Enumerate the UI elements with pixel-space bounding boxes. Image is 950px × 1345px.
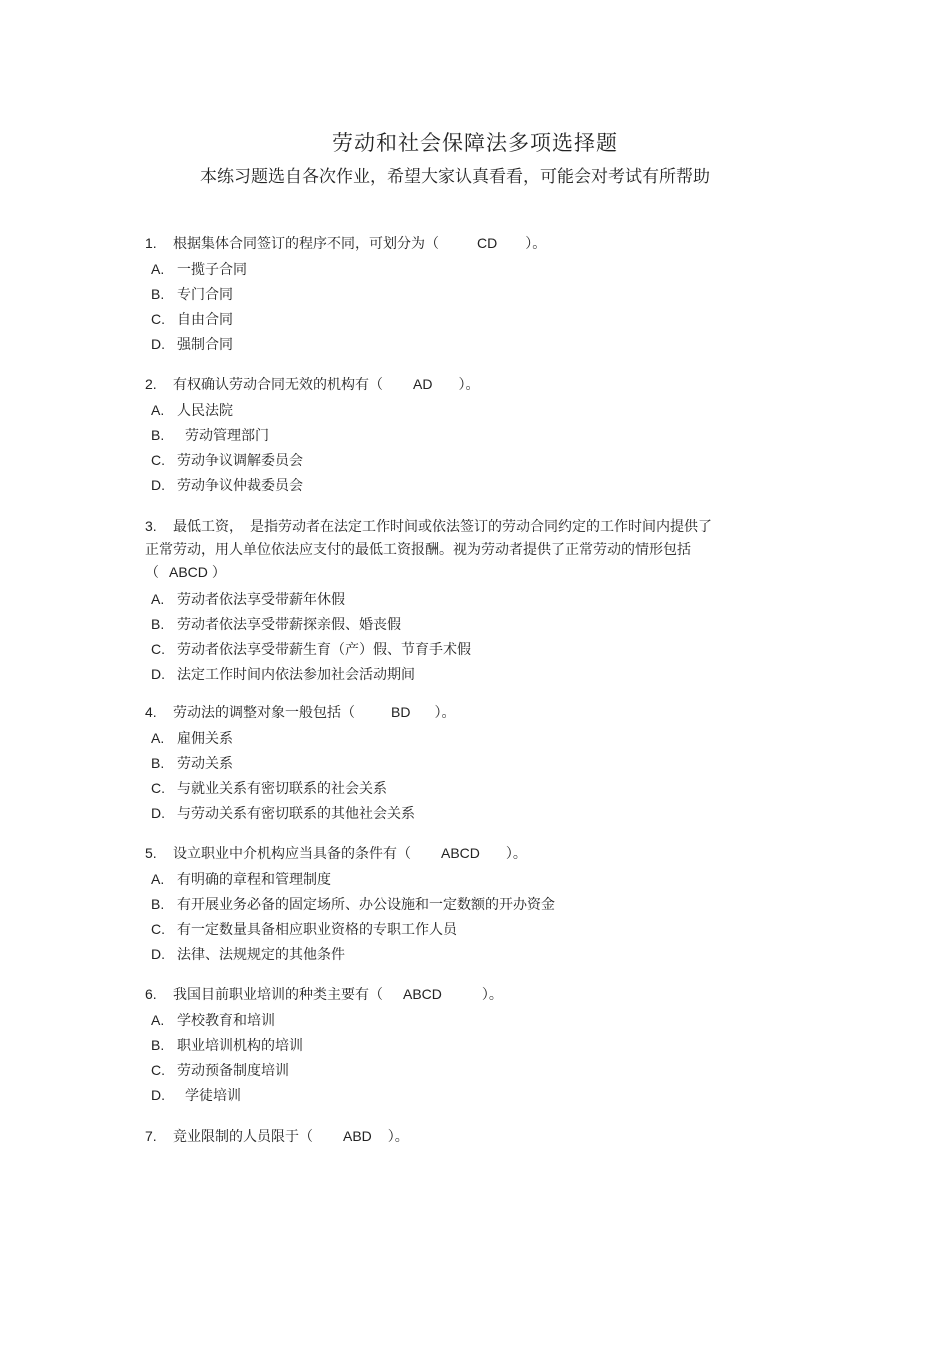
option-letter: D. bbox=[151, 805, 165, 821]
answer-key: ABD bbox=[343, 1128, 372, 1144]
option-text: 强制合同 bbox=[177, 337, 233, 353]
question-number: 5. bbox=[145, 845, 157, 861]
option-letter: A. bbox=[151, 1012, 165, 1028]
question-close: ）。 bbox=[387, 1129, 409, 1145]
question-3 bbox=[145, 514, 755, 687]
option-letter: C. bbox=[151, 452, 165, 468]
page-title: 劳动和社会保障法多项选择题 bbox=[332, 131, 618, 155]
option-letter: A. bbox=[151, 730, 165, 746]
answer-key: CD bbox=[477, 235, 498, 251]
option-b bbox=[145, 892, 755, 917]
option-c bbox=[145, 776, 755, 801]
option-d bbox=[145, 1083, 755, 1108]
option-c bbox=[145, 448, 755, 473]
option-letter: C. bbox=[151, 921, 165, 937]
option-text: 与就业关系有密切联系的社会关系 bbox=[177, 781, 387, 797]
question-text: 竞业限制的人员限于（ bbox=[173, 1129, 313, 1145]
option-text: 劳动者依法享受带薪生育（产）假、节育手术假 bbox=[177, 642, 471, 658]
option-text: 劳动争议仲裁委员会 bbox=[177, 478, 303, 494]
question-close: ） bbox=[211, 565, 226, 581]
answer-key: ABCD bbox=[441, 845, 480, 861]
option-text: 人民法院 bbox=[177, 403, 233, 419]
option-letter: C. bbox=[151, 780, 165, 796]
option-text: 专门合同 bbox=[177, 287, 233, 303]
answer-key: BD bbox=[391, 704, 411, 720]
option-b bbox=[145, 612, 755, 637]
option-letter: B. bbox=[151, 616, 165, 632]
question-number: 7. bbox=[145, 1128, 157, 1144]
option-letter: B. bbox=[151, 427, 165, 443]
option-text: 劳动预备制度培训 bbox=[177, 1063, 289, 1079]
question-number: 6. bbox=[145, 986, 157, 1002]
option-text: 有开展业务必备的固定场所、办公设施和一定数额的开办资金 bbox=[177, 897, 555, 913]
option-text: 劳动者依法享受带薪年休假 bbox=[177, 592, 345, 608]
question-stem bbox=[145, 701, 755, 724]
question-4 bbox=[145, 701, 755, 826]
option-letter: B. bbox=[151, 896, 165, 912]
question-close: ）。 bbox=[505, 846, 527, 862]
question-number: 2. bbox=[145, 376, 157, 392]
option-text: 与劳动关系有密切联系的其他社会关系 bbox=[177, 806, 415, 822]
option-text: 一揽子合同 bbox=[177, 262, 247, 278]
option-letter: C. bbox=[151, 1062, 165, 1078]
option-a bbox=[145, 257, 755, 282]
question-stem-line-1 bbox=[145, 514, 755, 539]
option-d bbox=[145, 942, 755, 967]
option-text: 法定工作时间内依法参加社会活动期间 bbox=[177, 667, 415, 683]
option-a bbox=[145, 867, 755, 892]
option-b bbox=[145, 423, 755, 448]
question-6 bbox=[145, 983, 755, 1108]
option-text: 劳动者依法享受带薪探亲假、婚丧假 bbox=[177, 617, 401, 633]
option-a bbox=[145, 398, 755, 423]
question-text: 有权确认劳动合同无效的机构有（ bbox=[173, 377, 383, 393]
option-a bbox=[145, 726, 755, 751]
option-text: 法律、法规规定的其他条件 bbox=[177, 947, 345, 963]
option-c bbox=[145, 917, 755, 942]
option-letter: D. bbox=[151, 946, 165, 962]
question-number: 4. bbox=[145, 704, 157, 720]
option-text: 劳动关系 bbox=[177, 756, 233, 772]
option-letter: A. bbox=[151, 402, 165, 418]
question-text: 我国目前职业培训的种类主要有（ bbox=[173, 987, 383, 1003]
question-close: ）。 bbox=[481, 987, 503, 1003]
option-d bbox=[145, 801, 755, 826]
option-letter: C. bbox=[151, 311, 165, 327]
option-letter: D. bbox=[151, 477, 165, 493]
option-b bbox=[145, 751, 755, 776]
question-close: ）。 bbox=[458, 377, 480, 393]
option-letter: A. bbox=[151, 871, 165, 887]
question-1 bbox=[145, 232, 755, 357]
page-subtitle: 本练习题选自各次作业，希望大家认真看看，可能会对考试有所帮助 bbox=[200, 167, 710, 187]
option-c bbox=[145, 1058, 755, 1083]
question-number: 3. bbox=[145, 518, 157, 534]
question-text: 劳动法的调整对象一般包括（ bbox=[173, 705, 355, 721]
option-text: 有明确的章程和管理制度 bbox=[177, 872, 331, 888]
option-a bbox=[145, 587, 755, 612]
option-a bbox=[145, 1008, 755, 1033]
option-letter: C. bbox=[151, 641, 165, 657]
question-close: ）。 bbox=[434, 705, 456, 721]
option-text: 劳动管理部门 bbox=[185, 428, 269, 444]
option-d bbox=[145, 473, 755, 498]
option-text: 雇佣关系 bbox=[177, 731, 233, 747]
question-2 bbox=[145, 373, 755, 498]
option-d bbox=[145, 332, 755, 357]
option-text: 自由合同 bbox=[177, 312, 233, 328]
question-text: 最低工资， 是指劳动者在法定工作时间或依法签订的劳动合同约定的工作时间内提供了 bbox=[173, 519, 712, 535]
question-stem bbox=[145, 842, 755, 865]
question-stem bbox=[145, 983, 755, 1006]
option-text: 有一定数量具备相应职业资格的专职工作人员 bbox=[177, 922, 457, 938]
option-text: 学校教育和培训 bbox=[177, 1013, 275, 1029]
question-open: （ bbox=[145, 565, 159, 581]
question-text: 设立职业中介机构应当具备的条件有（ bbox=[173, 846, 411, 862]
option-letter: B. bbox=[151, 286, 165, 302]
option-c bbox=[145, 307, 755, 332]
question-5 bbox=[145, 842, 755, 967]
option-b bbox=[145, 282, 755, 307]
answer-key: AD bbox=[413, 376, 433, 392]
option-text: 职业培训机构的培训 bbox=[177, 1038, 303, 1054]
option-letter: B. bbox=[151, 755, 165, 771]
question-stem bbox=[145, 1125, 755, 1148]
question-number: 1. bbox=[145, 235, 157, 251]
question-text: 根据集体合同签订的程序不同，可划分为（ bbox=[173, 236, 439, 252]
question-stem bbox=[145, 232, 755, 255]
option-letter: D. bbox=[151, 666, 165, 682]
option-letter: A. bbox=[151, 591, 165, 607]
option-letter: A. bbox=[151, 261, 165, 277]
answer-key: ABCD bbox=[169, 564, 208, 580]
question-close: ）。 bbox=[525, 236, 547, 252]
question-stem-line-2: 正常劳动，用人单位依法应支付的最低工资报酬。视为劳动者提供了正常劳动的情形包括 bbox=[145, 542, 691, 558]
option-text: 学徒培训 bbox=[185, 1088, 241, 1104]
question-stem-line-3 bbox=[145, 561, 755, 584]
question-7 bbox=[145, 1125, 755, 1150]
question-stem bbox=[145, 373, 755, 396]
option-c bbox=[145, 637, 755, 662]
option-letter: D. bbox=[151, 336, 165, 352]
option-d bbox=[145, 662, 755, 687]
option-letter: B. bbox=[151, 1037, 165, 1053]
option-letter: D. bbox=[151, 1087, 165, 1103]
answer-key: ABCD bbox=[403, 986, 442, 1002]
option-b bbox=[145, 1033, 755, 1058]
option-text: 劳动争议调解委员会 bbox=[177, 453, 303, 469]
